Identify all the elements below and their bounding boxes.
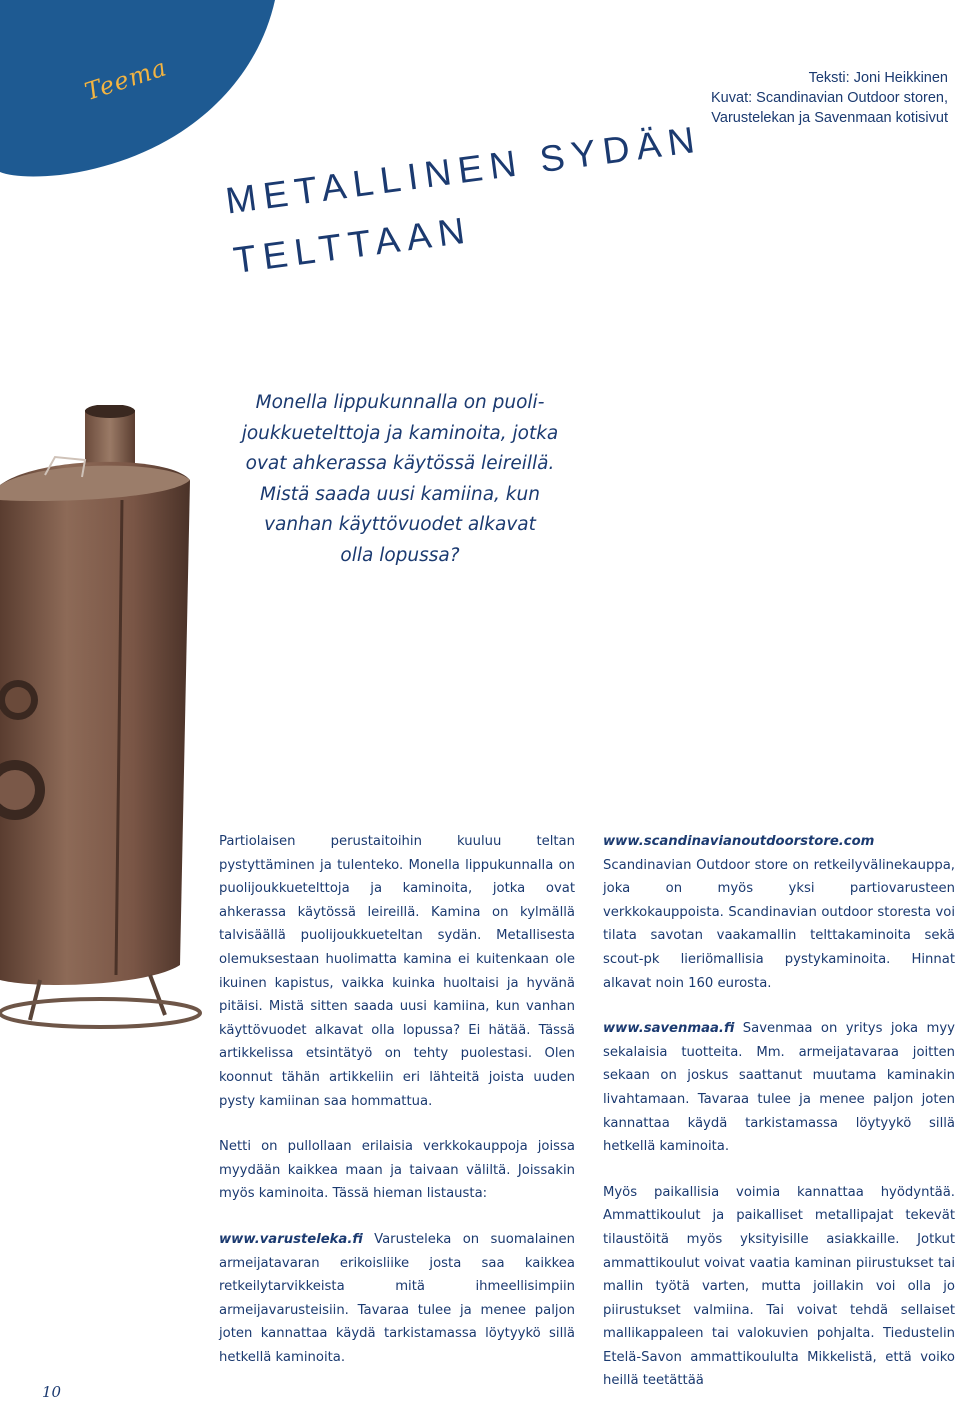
lead-paragraph — [200, 388, 600, 571]
page-number: 10 — [42, 1383, 62, 1401]
title-line-2: TELTTAAN — [231, 209, 474, 282]
lead-line: Monella lippukunnalla on puoli- — [255, 392, 545, 413]
lead-line: joukkuetelttoja ja kaminoita, jotka — [241, 422, 559, 444]
stove-body — [0, 462, 190, 985]
lead-line: ovat ahkerassa käytössä leireillä. — [245, 453, 555, 474]
lead-line: olla lopussa? — [340, 544, 460, 566]
savenmaa-text: Savenmaa on yritys joka myy sekalaisia tuotteita. Mm. armeijatavaraa joitten sekaan on joskus saattanut muutama kaminakin livahtamaan. Tavaraa tulee ja menee paljon joten kannattaa käydä tarkistamassa löytyykö sillä hetkellä kaminoita. — [603, 1021, 955, 1155]
scandinavianoutdoorstore-link[interactable]: www.scandinavianoutdoorstore.com — [603, 834, 875, 849]
varusteleka-link[interactable]: www.varusteleka.fi — [219, 1231, 363, 1247]
lead-line: vanhan käyttövuodet alkavat — [264, 514, 536, 535]
credits-line-text: Teksti: Joni Heikkinen — [808, 70, 948, 86]
section-label: Teema — [81, 53, 171, 106]
lead-line: Mistä saada uusi kamiina, kun — [260, 483, 540, 505]
body-paragraph: Myös paikallisia voimia kannattaa hyödyntää. Ammattikoulut ja paikalliset metallipajat tekevät tilaustöitä myös yksityisille asiakkaille. Jotkut ammattikoulut voivat vaatia kaminan piirustukset tai mallin työtä varten, mutta joillakin voi olla jo piirustukset valmiina. Tai voivat tehdä sellaiset mallikappaleen tai valokuvien pohjalta. Tiedustelin Etelä-Savon ammattikoululta Mikkelistä, että voiko heillä teetättää — [603, 1184, 955, 1389]
body-paragraph — [603, 1017, 955, 1159]
body-paragraph — [603, 830, 955, 995]
body-paragraph — [219, 1228, 575, 1370]
body-paragraph: Partiolaisen perustaitoihin kuuluu teltan pystyttäminen ja tulenteko. Monella lippukunnalla on puolijoukkuetelttoja ja kaminoita, jotka ovat ahkerassa käytössä leireillä. Kamina on kylmällä talvisäällä puolijoukkueteltan sydän. Metallisesta olemuksestaan huolimatta kamina ei kuitenkaan ole ikuinen kapistus, vaikka kuinka huoltaisi ja hyvänä pitäisi. Mistä sitten saada uusi kamiina, kun vanhan käyttövuodet alkavat olla lopussa? Ei hätää. Tässä artikkelissa etsintätyö on tehty puolestasi. Olen koonnut tähän artikkeliin eri lähteitä joista uuden pysty kamiinan saa hommattua. — [219, 834, 575, 1109]
title-line-1: METALLINEN SYDÄN — [223, 118, 704, 222]
article-left-column — [219, 830, 575, 1391]
stove-photo — [0, 405, 232, 1035]
credits-line-photos: Kuvat: Scandinavian Outdoor storen, — [711, 90, 948, 106]
credits — [711, 68, 948, 128]
scandinavianoutdoorstore-text: Scandinavian Outdoor store on retkeilyvälinekauppa, joka on myös yksi partiovarusteen verkkokauppoista. Scandinavian outdoor storesta voi tilata savotan vaakamallin telttakaminoita sekä scout-pk lieriömallisia pystykaminoita. Hinnat alkavat noin 160 eurosta. — [603, 857, 955, 991]
savenmaa-link[interactable]: www.savenmaa.fi — [603, 1021, 735, 1037]
credits-line-sources: Varustelekan ja Savenmaan kotisivut — [711, 110, 948, 126]
varusteleka-text: Varusteleka on suomalainen armeijatavaran erikoisliike josta saa kaikkea retkeilytarvikkeista mitä ihmeellisimpiin armeijavarusteisiin. Tavaraa tulee ja menee paljon joten kannattaa käydä tarkistamassa löytyykö sillä hetkellä kaminoita. — [219, 1231, 575, 1365]
body-paragraph: Netti on pullollaan erilaisia verkkokauppoja joissa myydään kaikkea maan ja taivaan väliltä. Joissakin myös kaminoita. Tässä hieman listausta: — [219, 1139, 575, 1202]
article-right-column — [603, 830, 955, 1415]
